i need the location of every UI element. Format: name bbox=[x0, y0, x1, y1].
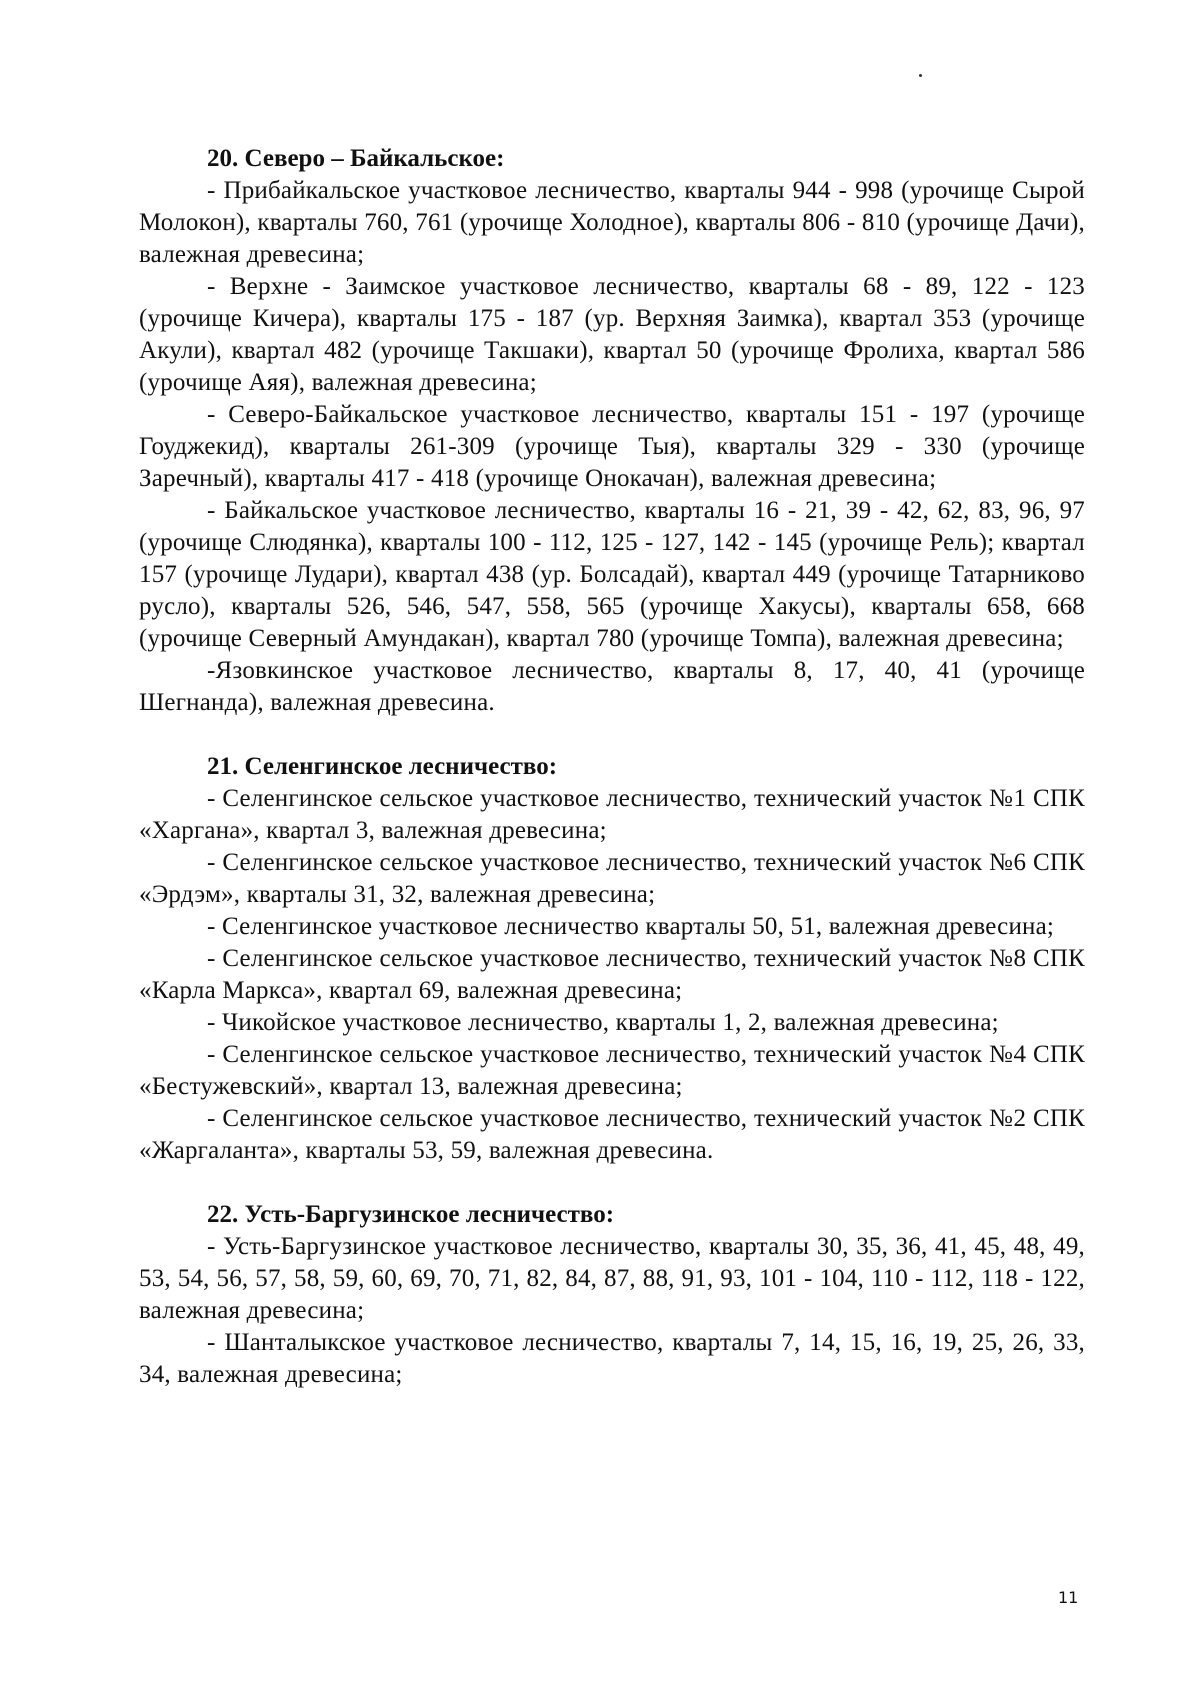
paragraph: - Северо-Байкальское участковое лесничество, кварталы 151 - 197 (урочище Гоуджекид), кварталы 261-309 (урочище Тыя), кварталы 329 - 330 (урочище Заречный), кварталы 417 - 418 (урочище Онокачан), валежная древесина; bbox=[139, 401, 1085, 492]
scan-speck bbox=[919, 74, 922, 77]
section-21 bbox=[139, 751, 1085, 1167]
paragraph: - Шанталыкское участковое лесничество, кварталы 7, 14, 15, 16, 19, 25, 26, 33, 34, валежная древесина; bbox=[139, 1329, 1085, 1388]
paragraph: - Чикойское участковое лесничество, кварталы 1, 2, валежная древесина; bbox=[207, 1009, 999, 1036]
paragraph: -Язовкинское участковое лесничество, кварталы 8, 17, 40, 41 (урочище Шегнанда), валежная древесина. bbox=[139, 657, 1085, 716]
paragraph: - Селенгинское сельское участковое лесничество, технический участок №1 СПК «Харгана», квартал 3, валежная древесина; bbox=[139, 785, 1085, 844]
paragraph: - Верхне - Заимское участковое лесничество, кварталы 68 - 89, 122 - 123 (урочище Кичера), кварталы 175 - 187 (ур. Верхняя Заимка), квартал 353 (урочище Акули), квартал 482 (урочище Такшаки), квартал 50 (урочище Фролиха, квартал 586 (урочище Аяя), валежная древесина; bbox=[139, 273, 1085, 396]
document-body bbox=[139, 143, 1085, 1391]
paragraph: - Прибайкальское участковое лесничество, кварталы 944 - 998 (урочище Сырой Молокон), кварталы 760, 761 (урочище Холодное), кварталы 806 - 810 (урочище Дачи), валежная древесина; bbox=[139, 177, 1085, 268]
section-22 bbox=[139, 1199, 1085, 1391]
section-heading: 22. Усть-Баргузинское лесничество: bbox=[207, 1201, 615, 1228]
paragraph: - Усть-Баргузинское участковое лесничество, кварталы 30, 35, 36, 41, 45, 48, 49, 53, 54, 56, 57, 58, 59, 60, 69, 70, 71, 82, 84, 87, 88, 91, 93, 101 - 104, 110 - 112, 118 - 122, валежная древесина; bbox=[139, 1233, 1085, 1324]
paragraph: - Селенгинское сельское участковое лесничество, технический участок №8 СПК «Карла Маркса», квартал 69, валежная древесина; bbox=[139, 945, 1085, 1004]
paragraph: - Селенгинское сельское участковое лесничество, технический участок №4 СПК «Бестужевский», квартал 13, валежная древесина; bbox=[139, 1041, 1085, 1100]
paragraph: - Селенгинское сельское участковое лесничество, технический участок №2 СПК «Жаргаланта», кварталы 53, 59, валежная древесина. bbox=[139, 1105, 1085, 1164]
section-heading: 21. Селенгинское лесничество: bbox=[207, 753, 558, 780]
paragraph: - Селенгинское участковое лесничество кварталы 50, 51, валежная древесина; bbox=[207, 913, 1055, 940]
paragraph: - Селенгинское сельское участковое лесничество, технический участок №6 СПК «Эрдэм», кварталы 31, 32, валежная древесина; bbox=[139, 849, 1085, 908]
section-heading: 20. Северо – Байкальское: bbox=[207, 145, 505, 172]
page-number: 11 bbox=[1058, 1588, 1079, 1607]
section-20 bbox=[139, 143, 1085, 719]
paragraph: - Байкальское участковое лесничество, кварталы 16 - 21, 39 - 42, 62, 83, 96, 97 (урочище Слюдянка), кварталы 100 - 112, 125 - 127, 142 - 145 (урочище Рель); квартал 157 (урочище Лудари), квартал 438 (ур. Болсадай), квартал 449 (урочище Татарниково русло), кварталы 526, 546, 547, 558, 565 (урочище Хакусы), кварталы 658, 668 (урочище Северный Амундакан), квартал 780 (урочище Томпа), валежная древесина; bbox=[139, 497, 1085, 652]
